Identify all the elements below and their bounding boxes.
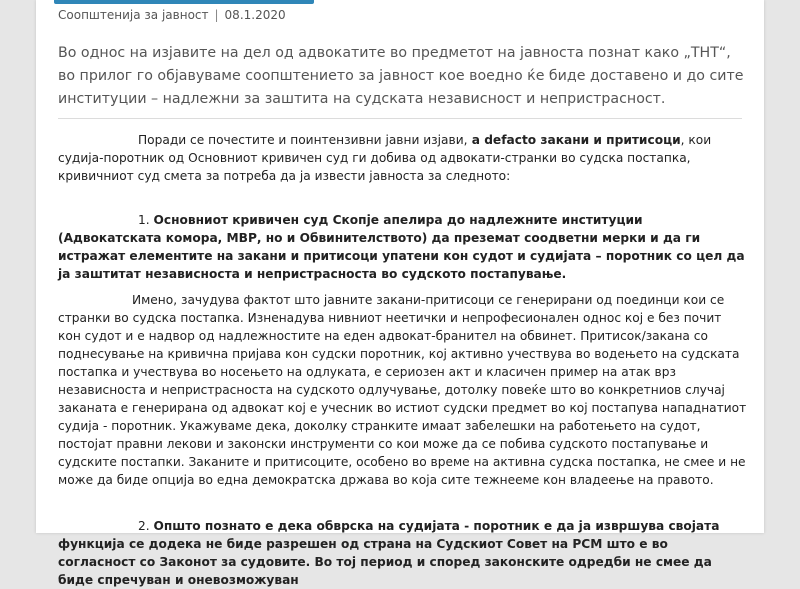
point-2-number: 2. xyxy=(138,519,150,533)
category-link[interactable]: Соопштенија за јавност xyxy=(58,8,209,22)
point-2-bold: Општо познато е дека обврска на судијата - поротник е да ја извршува својата функција се додека не биде разрешен од страна на Судскиот Совет на РСМ што е во согласност со Законот за судовите. Во тој период и според законските одредби не смее да биде спречуван и оневозможуван xyxy=(58,519,720,587)
point-1-paragraph xyxy=(58,291,748,489)
lead-divider xyxy=(58,118,742,119)
point-1-text: Имено, зачудува фактот што јавните закани-притисоци се генерирани од поединци кои се странки во судска постапка. Изненадува нивниот неетички и непрофесионален однос кој е без почит кон судот и е надвор од надлежностите на еден адвокат-бранител на обвинет. Притисок/закана со поднесување на кривична пријава кон судски поротник, кој активно учествува во водењето на судската постапка и учествува во носењето на одлуката, е сериозен акт и класичен пример на атак врз независноста и непристрасноста на судското одлучување, дотолку повеќе што во конкретниов случај заканата е генерирана од адвокат кој е учесник во истиот судски предмет во кој постапува нападнатиот судија - поротник. Укажуваме дека, доколку странките имаат забелешки на работењето на судот, постојат правни лекови и законски инструменти со кои може да се побива судското постапување и судските постапки. Заканите и притисоците, особено во време на активна судска постапка, не смее и не може да биде опција во една демократска држава во која сите тежнееме кон владеење на правото. xyxy=(58,293,747,487)
lead-paragraph: Во однос на изјавите на дел од адвокатите во предметот на јавноста познат како „ТНТ“, во прилог го објавуваме соопштението за јавност кое воедно ќе биде доставено и до сите институции – надлежни за заштита на судската независност и непристрасност. xyxy=(58,45,744,107)
meta-separator: | xyxy=(214,8,219,22)
intro-bold: a defacto закани и притисоци xyxy=(467,133,681,147)
intro-text-a: Поради се почестите и поинтензивни јавни изјави, xyxy=(138,133,468,147)
intro-text-b: , кои судија-поротник од Основниот кривичен суд ги добива од адвокати-странки во судска постапка, кривичниот суд смета за потреба да ја извести јавноста за следното: xyxy=(58,133,712,183)
article-body xyxy=(58,131,748,589)
article-page xyxy=(36,0,764,587)
article-meta xyxy=(58,8,286,22)
point-1-bold: Основниот кривичен суд Скопје апелира до надлежните институции (Адвокатската комора, МВР, но и Обвинителството) да преземат соодветни мерки и да ги истражат елементите на закани и притисоци упатени кон судот и судијата – поротник со цел да ја заштитат независноста и непристрасноста во судското постапување. xyxy=(58,213,745,281)
point-1-number: 1. xyxy=(138,213,150,227)
publish-date: 08.1.2020 xyxy=(224,8,286,22)
intro-paragraph xyxy=(58,131,748,185)
article-title-strip xyxy=(54,0,314,4)
point-2-heading xyxy=(58,517,748,589)
article-lead xyxy=(58,42,748,111)
point-1-heading xyxy=(58,211,748,283)
